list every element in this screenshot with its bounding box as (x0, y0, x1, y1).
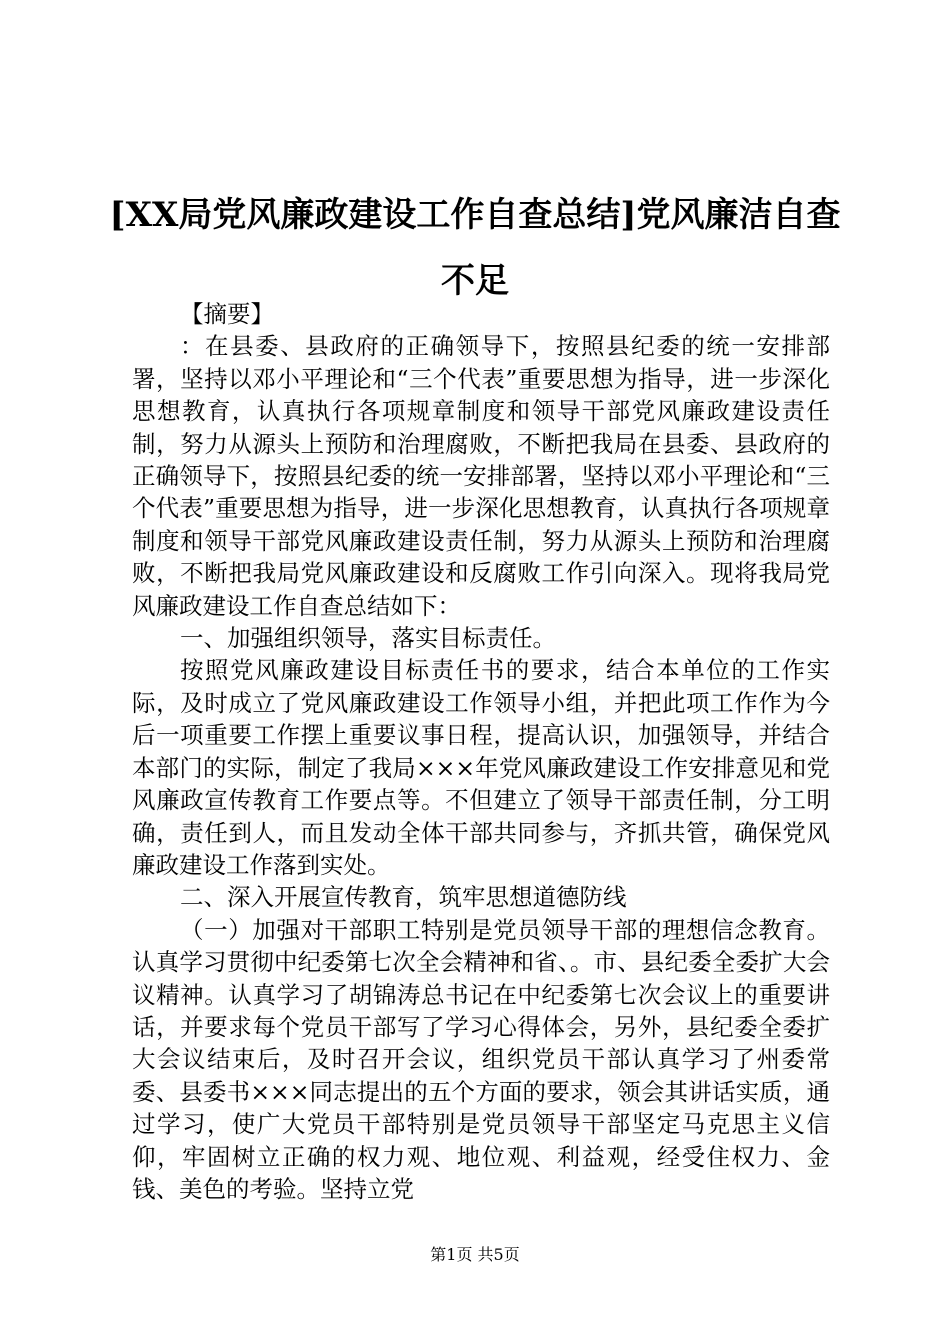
section-heading-1: 一、加强组织领导，落实目标责任。 (180, 624, 556, 653)
section-heading-2: 二、深入开展宣传教育，筑牢思想道德防线 (180, 883, 627, 912)
section-paragraph-2: （一）加强对干部职工特别是党员领导干部的理想信念教育。认真学习贯彻中纪委第七次全会精神和省、。市、县纪委全委扩大会议精神。认真学习了胡锦涛总书记在中纪委第七次会议上的重要讲话，并要求每个党员干部写了学习心得体会，另外，县纪委全委扩大会议结束后，及时召开会议，组织党员干部认真学习了州委常委、县委书×××同志提出的五个方面的要求，领会其讲话实质，通过学习，使广大党员干部特别是党员领导干部坚定马克思主义信仰，牢固树立正确的权力观、地位观、利益观，经受住权力、金钱、美色的考验。坚持立党 (132, 915, 830, 1203)
document-body (132, 298, 830, 1205)
page-footer: 第1页 共5页 (430, 1245, 520, 1264)
abstract-label: 【摘要】 (180, 300, 274, 328)
document-title: [XX局党风廉政建设工作自查总结]党风廉洁自查不足 (109, 195, 841, 301)
abstract-paragraph: ：在县委、县政府的正确领导下，按照县纪委的统一安排部署，坚持以邓小平理论和“三个代表”重要思想为指导，进一步深化思想教育，认真执行各项规章制度和领导干部党风廉政建设责任制，努力从源头上预防和治理腐败，不断把我局在县委、县政府的正确领导下，按照县纪委的统一安排部署，坚持以邓小平理论和“三个代表”重要思想为指导，进一步深化思想教育，认真执行各项规章制度和领导干部党风廉政建设责任制，努力从源头上预防和治理腐败，不断把我局党风廉政建设和反腐败工作引向深入。现将我局党风廉政建设工作自查总结如下： (132, 332, 830, 620)
section-paragraph-1: 按照党风廉政建设目标责任书的要求，结合本单位的工作实际，及时成立了党风廉政建设工作领导小组，并把此项工作作为今后一项重要工作摆上重要议事日程，提高认识，加强领导，并结合本部门的实际，制定了我局×××年党风廉政建设工作安排意见和党风廉政宣传教育工作要点等。不但建立了领导干部责任制，分工明确，责任到人，而且发动全体干部共同参与，齐抓共管，确保党风廉政建设工作落到实处。 (132, 656, 830, 879)
